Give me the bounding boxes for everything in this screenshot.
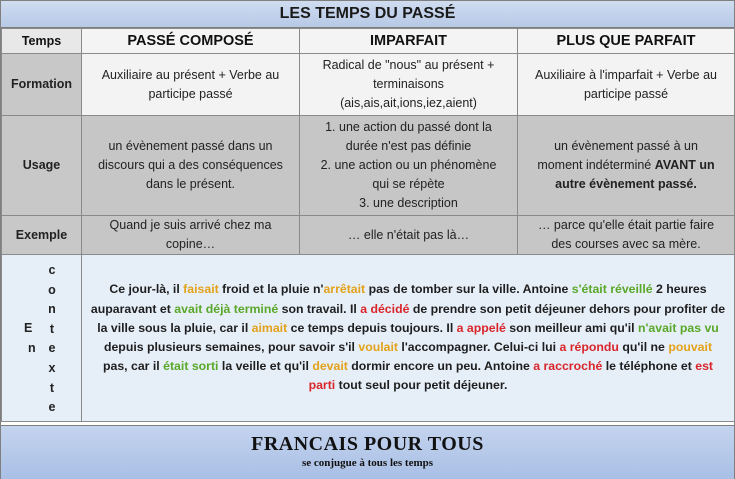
usage-row: [2, 116, 735, 216]
vertical-letters: [46, 261, 58, 418]
text-line: un évènement passé dans un: [108, 139, 273, 153]
text-line: 1. une action du passé dont la: [325, 120, 492, 134]
vertical-letter: e: [48, 400, 56, 415]
usage-imparfait: [300, 116, 518, 216]
exemple-row: [2, 216, 735, 255]
text-line: participe passé: [583, 86, 669, 101]
row-label-temps: Temps: [2, 29, 82, 54]
story-text: qu'il ne: [618, 340, 669, 354]
story-text: ce temps depuis toujours. Il: [287, 320, 457, 335]
verb-pc: a décidé: [360, 301, 410, 316]
text-line: Radical de "nous" au présent +: [322, 58, 495, 72]
vertical-letter: t: [49, 321, 55, 336]
vertical-letter: e: [48, 341, 56, 356]
text-line: terminaisons: [373, 77, 444, 91]
verb-pqp: s'était réveillé: [571, 282, 653, 297]
exemple-imparfait: … elle n'était pas là…: [300, 216, 518, 255]
story-text: le téléphone et: [602, 359, 696, 374]
header-row: [2, 29, 735, 54]
letter-n: n: [28, 341, 36, 355]
text-line: dans le présent.: [146, 177, 235, 191]
letter-e: E: [24, 321, 33, 335]
text-line: copine…: [165, 237, 216, 251]
header-passe-compose: PASSÉ COMPOSÉ: [82, 29, 300, 54]
verb-imp: devait: [312, 359, 348, 374]
story-text: pas de tomber sur la ville. Antoine: [365, 282, 572, 297]
story-text: froid et la pluie n': [218, 282, 324, 297]
verb-pc: a répondu: [559, 340, 619, 354]
text-line: durée n'est pas définie: [345, 139, 472, 153]
footer-subtitle: se conjugue à tous les temps: [301, 457, 434, 469]
story-text: son meilleur ami qu'il: [505, 320, 638, 335]
verb-imp: arrêtait: [323, 282, 366, 297]
story-text: la veille et qu'il: [218, 359, 313, 374]
header-plus-que-parfait: PLUS QUE PARFAIT: [518, 29, 735, 54]
contexte-row: [2, 255, 735, 422]
story-paragraph: [82, 255, 735, 422]
emphasis-text: AVANT un: [654, 158, 715, 172]
usage-plus-que-parfait: [518, 116, 735, 216]
verb-pqp: avait déjà terminé: [174, 301, 279, 316]
text-line: Auxiliaire au présent + Verbe au: [101, 67, 280, 82]
header-imparfait: IMPARFAIT: [300, 29, 518, 54]
text-line: des courses avec sa mère.: [551, 237, 701, 251]
vertical-letter: c: [48, 263, 56, 277]
verb-imp: pouvait: [668, 340, 713, 354]
verb-pc: a appelé: [456, 320, 506, 335]
text-line: Quand je suis arrivé chez ma: [109, 218, 272, 232]
text-line: discours qui a des conséquences: [98, 158, 283, 172]
text-line: 2. une action ou un phénomène: [320, 158, 497, 172]
footer-banner: [1, 425, 734, 479]
text-line: Auxiliaire à l'imparfait + Verbe au: [535, 67, 717, 82]
story-text: de prendre son petit déjeuner dehors pour profiter de la ville sous la pluie, car il: [97, 301, 726, 335]
verb-pqp: n'avait pas vu: [637, 320, 719, 335]
verb-imp: voulait: [358, 340, 399, 354]
verb-imp: faisait: [183, 282, 219, 297]
text-line: moment indéterminé: [537, 158, 655, 172]
text-line: … parce qu'elle était partie faire: [537, 218, 715, 232]
formation-plus-que-parfait: [518, 54, 735, 116]
story-text: dormir encore un peu. Antoine: [347, 359, 534, 374]
footer-title: FRANCAIS POUR TOUS: [251, 433, 484, 455]
vertical-letter: t: [49, 380, 55, 395]
story-text: son travail. Il: [278, 301, 361, 316]
verb-pqp: était sorti: [163, 359, 219, 374]
usage-passe-compose: [82, 116, 300, 216]
banner-title: LES TEMPS DU PASSÉ: [1, 1, 734, 28]
row-label-exemple: Exemple: [2, 216, 82, 255]
story-text: tout seul pour petit déjeuner.: [335, 378, 508, 393]
text-line: participe passé: [148, 86, 233, 101]
text-line: 3. une description: [359, 196, 458, 210]
verb-imp: aimait: [251, 320, 288, 335]
row-label-contexte: [2, 255, 82, 422]
emphasis-text: autre évènement passé.: [555, 177, 697, 191]
vertical-letter: x: [48, 360, 56, 375]
story-text: pas, car il: [102, 359, 164, 374]
vertical-letter: o: [48, 282, 56, 297]
verb-pc: est parti: [308, 359, 714, 393]
formation-imparfait: [300, 54, 518, 116]
story-text: 2 heures auparavant et: [90, 282, 707, 316]
text-line: (ais,ais,ait,ions,iez,aient): [340, 96, 477, 110]
story-text: l'accompagner. Celui-ci lui: [398, 340, 560, 354]
row-label-usage: Usage: [2, 116, 82, 216]
text-line: un évènement passé à un: [554, 139, 698, 153]
tenses-table: [1, 28, 735, 422]
formation-passe-compose: [82, 54, 300, 116]
formation-row: [2, 54, 735, 116]
exemple-passe-compose: [82, 216, 300, 255]
text-line: qui se répète: [372, 177, 445, 191]
row-label-formation: Formation: [2, 54, 82, 116]
story-text: Ce jour-là, il: [109, 282, 184, 297]
verb-pc: a raccroché: [533, 359, 603, 374]
vertical-letter: n: [48, 302, 56, 317]
exemple-plus-que-parfait: [518, 216, 735, 255]
story-text: depuis plusieurs semaines, pour savoir s'il: [103, 340, 359, 354]
